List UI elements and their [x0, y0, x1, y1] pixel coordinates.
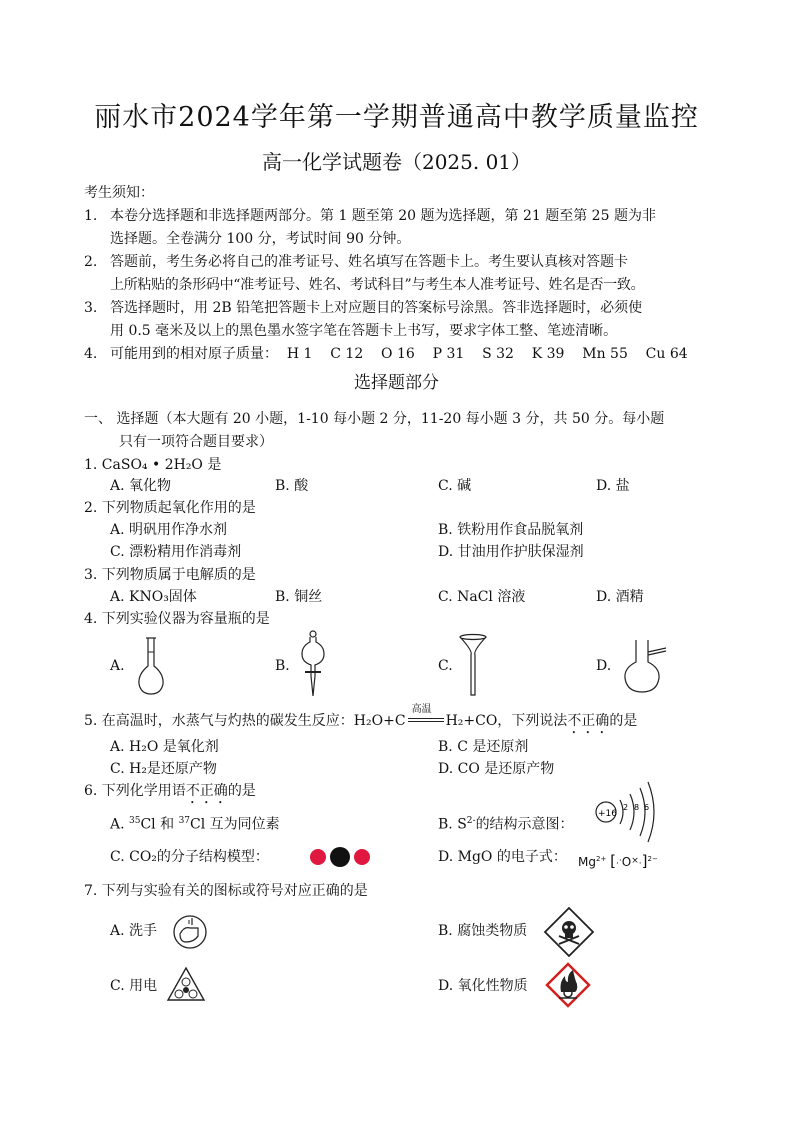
q7-stem: 7. 下列与实验有关的图标或符号对应正确的是: [84, 883, 368, 899]
q7-option-b: B. 腐蚀类物质: [438, 923, 528, 939]
s-shell-1: 2: [623, 803, 629, 812]
exam-title: 丽水市2024学年第一学期普通高中教学质量监控: [94, 102, 699, 133]
notice-2-line2: 上所粘贴的条形码中“准考证号、姓名、考试科目”与考生本人准考证号、姓名是否一致。: [110, 277, 645, 293]
q6-b-post: 的结构示意图：: [475, 816, 574, 833]
q2-option-d: D. 甘油用作护肤保湿剂: [438, 544, 584, 560]
notice-2-num: 2.: [84, 254, 98, 270]
q6-a-pre: A.: [110, 816, 130, 833]
q2-stem: 2. 下列物质起氧化作用的是: [84, 500, 256, 516]
section-title: 选择题部分: [354, 373, 439, 393]
notice-3-line2: 用 0.5 毫米及以上的黑色墨水签字笔在答题卡上书写，要求字体工整、笔迹清晰。: [110, 323, 618, 339]
q5-stem: [84, 704, 638, 737]
q1-option-a: A. 氧化物: [110, 478, 172, 494]
q1-option-b: B. 酸: [275, 478, 309, 494]
q1-stem: 1. CaSO₄ • 2H₂O 是: [84, 457, 222, 473]
q5-option-a: A. H₂O 是氧化剂: [110, 739, 219, 755]
notice-1-line1: 本卷分选择题和非选择题两部分。第 1 题至第 20 题为选择题，第 21 题至第 25 题为非: [110, 208, 656, 224]
q5-option-b: B. C 是还原剂: [438, 739, 529, 755]
q6-option-d: D. MgO 的电子式：: [438, 849, 567, 865]
q4-option-c: C.: [438, 658, 453, 674]
q4-option-a: A.: [110, 658, 125, 674]
o-label: O: [621, 855, 632, 869]
q1-option-d: D. 盐: [596, 478, 630, 494]
q2-option-c: C. 漂粉精用作消毒剂: [110, 544, 242, 560]
electricity-icon: [166, 966, 206, 1004]
notice-4-num: 4.: [84, 346, 98, 362]
q6-stem: [84, 782, 256, 807]
mg-label: Mg: [578, 855, 596, 869]
notice-1-line2: 选择题。全卷满分 100 分，考试时间 90 分钟。: [110, 231, 411, 247]
notice-1-num: 1.: [84, 208, 98, 224]
q6-option-b: [438, 812, 574, 834]
part1-line1: 一、 选择题（本大题有 20 小题，1-10 每小题 2 分，11-20 每小题 3 分，共 50 分。每小题: [84, 411, 665, 427]
mgo-electron-formula: $Mg^{2+}$ $[\cdot^\cdot O^\times\cdot]^{2-}$: [578, 852, 658, 870]
q7-option-c: C. 用电: [110, 978, 158, 994]
q5-condition: 高温: [411, 704, 432, 715]
q6-a-mid2: Cl 互为同位素: [190, 816, 280, 833]
q6-a-iso2: 37: [178, 816, 191, 826]
hand-wash-icon: [170, 914, 210, 950]
q6-a-mid1: Cl 和: [140, 816, 179, 833]
o-charge: 2−: [647, 855, 658, 863]
q6-stem-pre: 6. 下列化学用语: [84, 783, 186, 799]
q2-option-a: A. 明矾用作净水剂: [110, 522, 228, 538]
q3-option-a: A. KNO₃固体: [110, 589, 197, 605]
notice-4-line1: 可能用到的相对原子质量： H 1 C 12 O 16 P 31 S 32 K 39 Mn 55 Cu 64: [110, 346, 688, 362]
s-nucleus-label: +16: [598, 809, 617, 819]
q5-stem-end: 的是: [609, 713, 638, 729]
oxidizer-flame-icon: [545, 962, 591, 1008]
q6-stem-end: 的是: [227, 783, 256, 799]
q6-b-pre: B. S: [438, 816, 467, 833]
q5-option-c: C. H₂是还原产物: [110, 761, 217, 777]
q1-option-c: C. 碱: [438, 478, 472, 494]
notice-3-num: 3.: [84, 300, 98, 316]
notice-3-line1: 答选择题时，用 2B 铅笔把答题卡上对应题目的答案标号涂黑。答非选择题时，必须使: [110, 300, 643, 316]
volumetric-flask-icon: [136, 636, 166, 696]
separatory-funnel-icon: [300, 630, 326, 700]
q6-b-sup: 2-: [466, 816, 476, 826]
q4-option-d: D.: [596, 658, 612, 674]
sulfur-ion-structure-icon: [590, 778, 662, 842]
q5-stem-post: H₂+CO，下列说法: [445, 713, 568, 729]
long-stem-funnel-icon: [458, 633, 488, 697]
distillation-flask-icon: [622, 638, 670, 694]
corrosive-skull-icon: [543, 906, 595, 958]
q3-option-c: C. NaCl 溶液: [438, 589, 526, 605]
exam-subtitle: 高一化学试题卷（2025. 01）: [261, 150, 532, 174]
q4-stem: 4. 下列实验仪器为容量瓶的是: [84, 611, 270, 627]
q5-option-d: D. CO 是还原产物: [438, 761, 555, 777]
q6-emph: 不正确: [185, 783, 228, 799]
q5-stem-pre: 5. 在高温时，水蒸气与灼热的碳发生反应：H₂O+C: [84, 713, 406, 729]
q2-option-b: B. 铁粉用作食品脱氧剂: [438, 522, 584, 538]
q3-option-d: D. 酒精: [596, 589, 644, 605]
q7-option-a: A. 洗手: [110, 923, 158, 939]
s-shell-3: 6: [644, 803, 650, 812]
q5-reaction-arrow: [406, 704, 446, 730]
q3-stem: 3. 下列物质属于电解质的是: [84, 567, 256, 583]
q4-option-b: B.: [275, 658, 290, 674]
co2-model-icon: [306, 846, 374, 868]
part1-line2: 只有一项符合题目要求）: [119, 434, 273, 450]
q6-a-iso1: 35: [129, 816, 141, 826]
mg-charge: 2+: [595, 855, 607, 863]
q3-option-b: B. 铜丝: [275, 589, 323, 605]
q6-option-c: C. CO₂的分子结构模型：: [110, 849, 269, 865]
s-shell-2: 8: [634, 803, 640, 812]
notice-heading: 考生须知：: [84, 185, 154, 201]
q7-option-d: D. 氧化性物质: [438, 978, 528, 994]
q5-emph: 不正确: [567, 713, 610, 729]
notice-2-line1: 答题前，考生务必将自己的准考证号、姓名填写在答题卡上。考生要认真核对答题卡: [110, 254, 628, 270]
q6-option-a: [110, 812, 280, 834]
